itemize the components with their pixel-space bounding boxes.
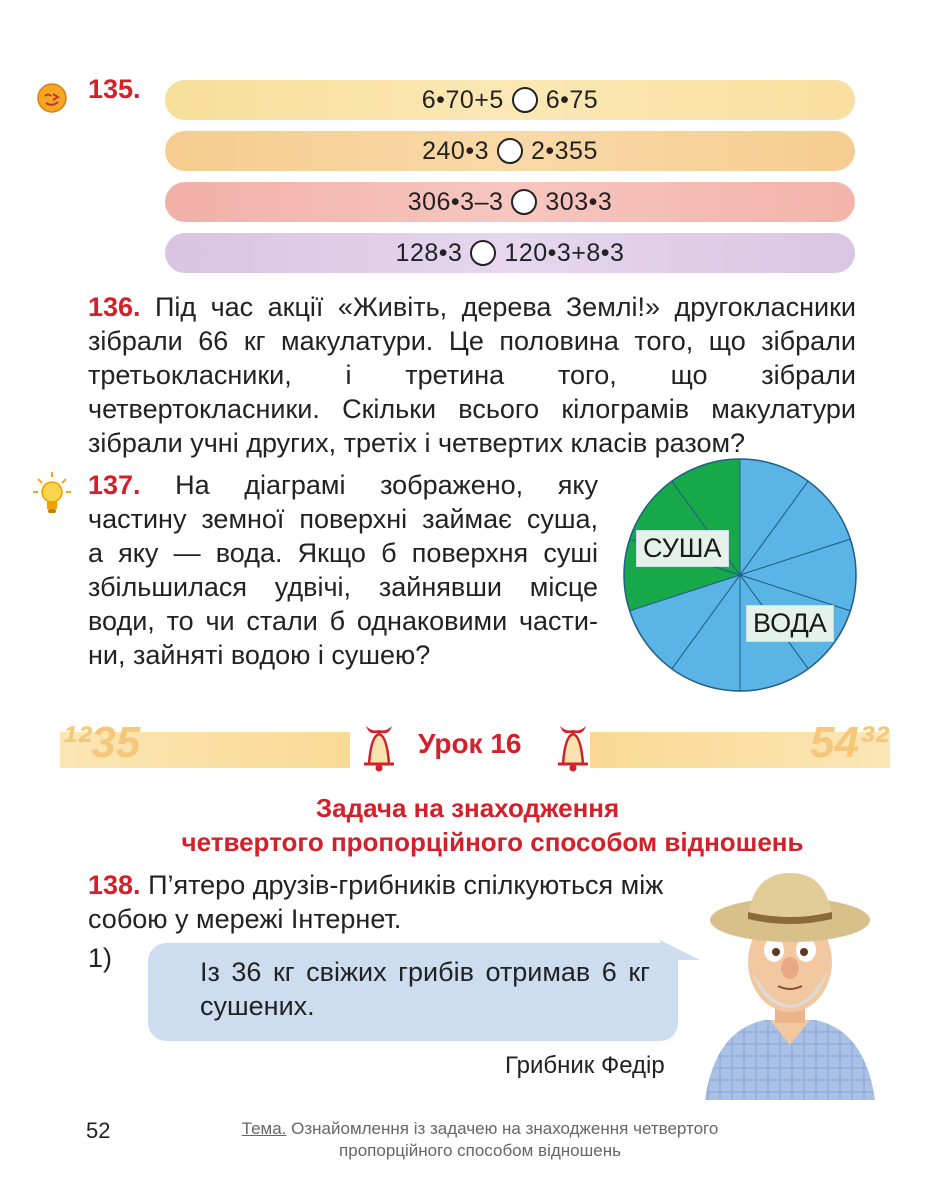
comparison-row-2 bbox=[165, 131, 855, 171]
lightbulb-icon bbox=[32, 470, 72, 516]
theme-label: Тема. bbox=[241, 1119, 287, 1138]
item-number: 1) bbox=[88, 943, 113, 973]
mind-icon bbox=[36, 82, 68, 114]
land-water-pie-chart bbox=[620, 455, 860, 695]
exercise-137-line-6: ни, зайняті водою і сушею? bbox=[88, 640, 431, 670]
expression-right: 120•3+8•3 bbox=[504, 238, 625, 267]
exercise-138 bbox=[88, 868, 688, 936]
theme-text-line-1: Ознайомлення із задачею на знаходження четвертого bbox=[291, 1119, 719, 1138]
exercise-138-text: П’ятеро друзів-грибників спілкуються між собою у мережі Інтернет. bbox=[88, 870, 664, 934]
comparison-row-4 bbox=[165, 233, 855, 273]
speech-bubble-text: Із 36 кг свіжих грибів отримав 6 кг сушених. bbox=[200, 957, 650, 1021]
mushroom-picker-illustration bbox=[690, 870, 890, 1100]
exercise-136-number: 136. bbox=[88, 292, 141, 322]
expression-left: 128•3 bbox=[395, 238, 463, 267]
compare-circle[interactable] bbox=[497, 138, 523, 164]
comparison-row-3 bbox=[165, 182, 855, 222]
expression-right: 2•355 bbox=[531, 136, 598, 165]
bell-icon bbox=[352, 720, 406, 774]
expression-right: 303•3 bbox=[545, 187, 613, 216]
lesson-subtitle-line-2: четвертого пропорційного способом відношень bbox=[181, 827, 804, 857]
compare-circle[interactable] bbox=[470, 240, 496, 266]
expression-left: 6•70+5 bbox=[421, 85, 504, 114]
exercise-137-line-4: збільшилася удвічі, зайнявши місце bbox=[88, 572, 598, 602]
exercise-136-text: Під час акції «Живіть, дерева Землі!» другокласники зібрали 66 кг макулатури. Це половина того, що зібрали третьокласники, і третина того, що зібрали четвертокласники. Скільки всього кілограмів макулатури зібрали учні других, третіх і четвертих класів разом? bbox=[88, 292, 856, 458]
compare-circle[interactable] bbox=[512, 87, 538, 113]
comparison-row-1 bbox=[165, 80, 855, 120]
exercise-137 bbox=[88, 468, 598, 672]
lesson-title: Урок 16 bbox=[418, 728, 522, 759]
bell-icon bbox=[546, 720, 600, 774]
decorative-digits-left: ¹²35 bbox=[62, 718, 141, 767]
expression-right: 6•75 bbox=[545, 85, 599, 114]
lesson-subtitle-line-1: Задача на знаходження bbox=[315, 793, 620, 823]
exercise-138-number: 138. bbox=[88, 870, 141, 900]
compare-circle[interactable] bbox=[511, 189, 537, 215]
expression-left: 306•3–3 bbox=[407, 187, 504, 216]
exercise-137-line-3: а яку — вода. Якщо б поверхня суші bbox=[88, 538, 598, 568]
exercise-137-line-1: На діаграмі зображено, яку bbox=[175, 470, 598, 500]
expression-left: 240•3 bbox=[422, 136, 489, 165]
exercise-137-line-2: частину земної поверхні займає суша, bbox=[88, 504, 598, 534]
water-label: ВОДА bbox=[746, 605, 834, 642]
message-author: Грибник Федір bbox=[505, 1052, 665, 1079]
decorative-digits-right: 54³² bbox=[810, 718, 889, 767]
exercise-136 bbox=[88, 290, 856, 460]
exercise-137-number: 137. bbox=[88, 470, 141, 500]
land-label: СУША bbox=[636, 530, 729, 567]
exercise-137-line-5: води, то чи стали б однаковими части- bbox=[88, 606, 598, 636]
theme-text-line-2: пропорційного способом відношень bbox=[339, 1141, 621, 1160]
lesson-theme bbox=[160, 1118, 800, 1162]
exercise-135-number: 135. bbox=[88, 74, 141, 104]
page-number: 52 bbox=[86, 1118, 111, 1143]
